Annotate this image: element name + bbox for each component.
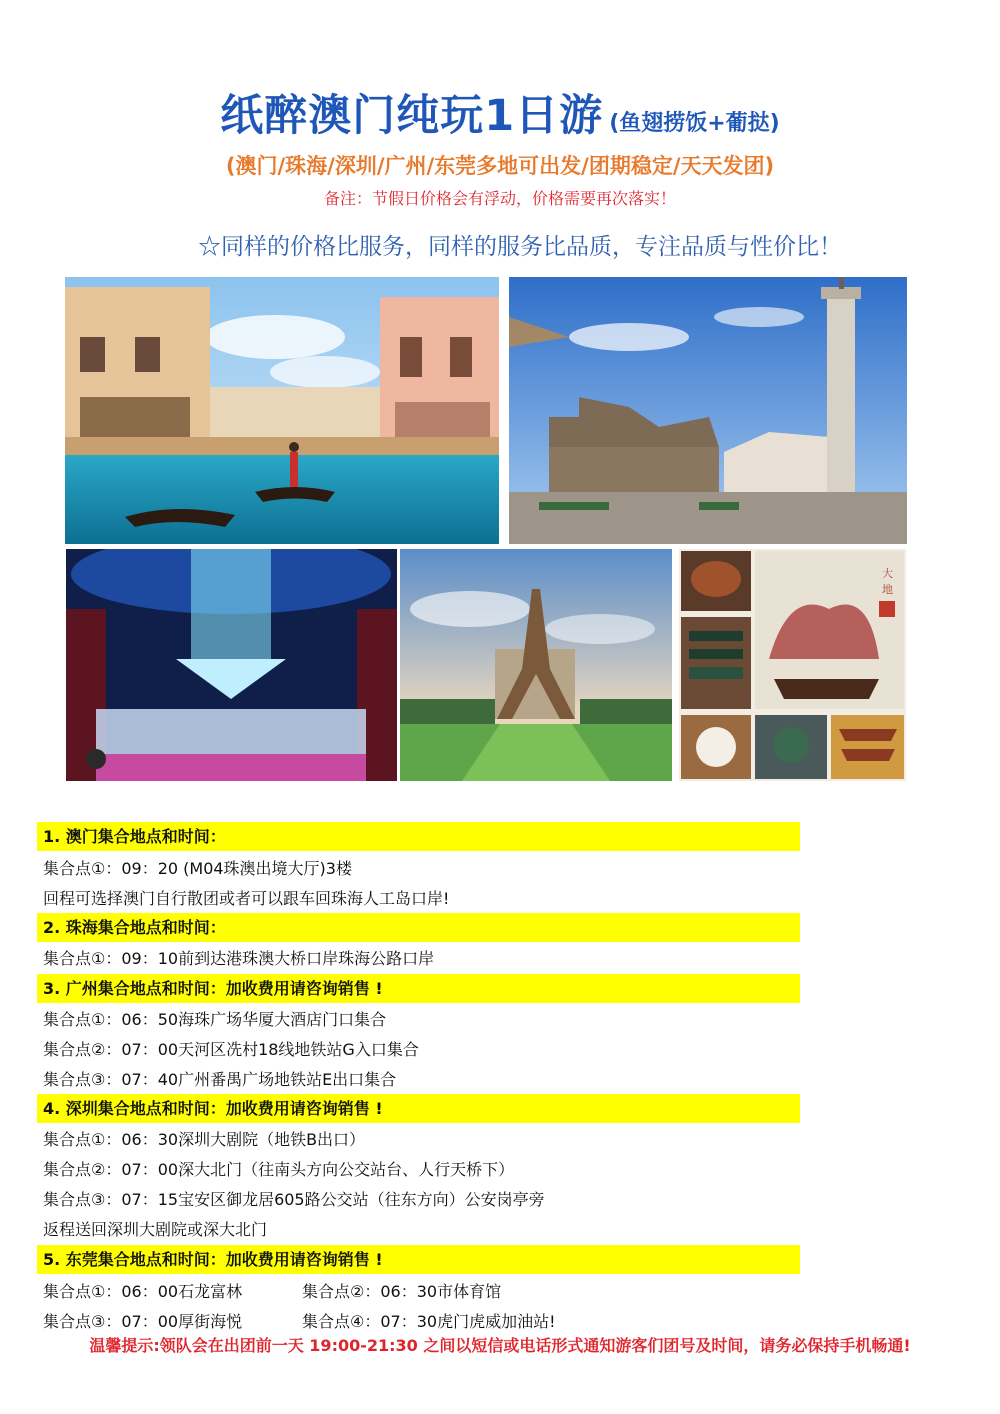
- tour-subtitle: (鱼翅捞饭+葡挞): [609, 111, 780, 136]
- price-note: 备注：节假日价格会有浮动，价格需要再次落实！: [323, 189, 676, 208]
- eiffel-tower-photo: [400, 549, 672, 781]
- guangzhou-meeting-point-2: 集合点②：07：00天河区冼村18线地铁站G入口集合: [43, 1040, 419, 1059]
- shenzhen-meeting-point-1: 集合点①：06：30深圳大剧院（地铁B出口）: [43, 1130, 366, 1149]
- section-dongguan-heading: 5. 东莞集合地点和时间：加收费用请咨询销售 !: [37, 1245, 800, 1274]
- venetian-canal-photo: [65, 277, 499, 544]
- section-zhuhai-heading: 2. 珠海集合地点和时间：: [37, 913, 800, 942]
- stamp-char-1: 大: [882, 567, 893, 580]
- page-title: [0, 82, 1000, 143]
- shenzhen-return-note: 返程送回深圳大剧院或深大北门: [43, 1220, 268, 1239]
- guangzhou-meeting-point-3: 集合点③：07：40广州番禺广场地铁站E出口集合: [43, 1070, 397, 1089]
- warm-tip: 温馨提示:领队会在出团前一天 19:00-21:30 之间以短信或电话形式通知游客们团号及时间，请务必保持手机畅通!: [89, 1336, 911, 1355]
- dongguan-meeting-point-2: 集合点②：06：30市体育馆: [302, 1282, 502, 1301]
- crystal-chandelier-photo: [66, 549, 397, 781]
- shenzhen-meeting-point-2: 集合点②：07：00深大北门（往南头方向公交站台、人行天桥下）: [43, 1160, 515, 1179]
- ruins-square-photo: [509, 277, 907, 544]
- section-macau-heading: 1. 澳门集合地点和时间：: [37, 822, 800, 851]
- macau-meeting-point-1: 集合点①：09：20 (M04珠澳出境大厅)3楼: [43, 859, 352, 878]
- section-shenzhen-heading: 4. 深圳集合地点和时间：加收费用请咨询销售 !: [37, 1094, 800, 1123]
- dongguan-meeting-point-1: 集合点①：06：00石龙富林: [43, 1282, 243, 1301]
- shenzhen-meeting-point-3: 集合点③：07：15宝安区御龙居605路公交站（往东方向）公安岗亭旁: [43, 1190, 545, 1209]
- macau-return-note: 回程可选择澳门自行散团或者可以跟车回珠海人工岛口岸!: [43, 889, 450, 908]
- guangzhou-meeting-point-1: 集合点①：06：50海珠广场华厦大酒店门口集合: [43, 1010, 387, 1029]
- dongguan-meeting-point-3: 集合点③：07：00厚街海悦: [43, 1312, 243, 1331]
- zhuhai-meeting-point-1: 集合点①：09：10前到达港珠澳大桥口岸珠海公路口岸: [43, 949, 435, 968]
- departure-cities: (澳门/珠海/深圳/广州/东莞多地可出发/团期稳定/天天发团): [225, 154, 775, 178]
- museum-collage-photo: [679, 549, 906, 781]
- tour-title: 纸醉澳门纯玩1日游: [220, 91, 604, 141]
- section-guangzhou-heading: 3. 广州集合地点和时间：加收费用请咨询销售 !: [37, 974, 800, 1003]
- slogan: ☆同样的价格比服务，同样的服务比品质，专注品质与性价比！: [198, 234, 842, 260]
- stamp-char-2: 地: [882, 583, 893, 596]
- dongguan-meeting-point-4: 集合点④：07：30虎门虎威加油站!: [302, 1312, 556, 1331]
